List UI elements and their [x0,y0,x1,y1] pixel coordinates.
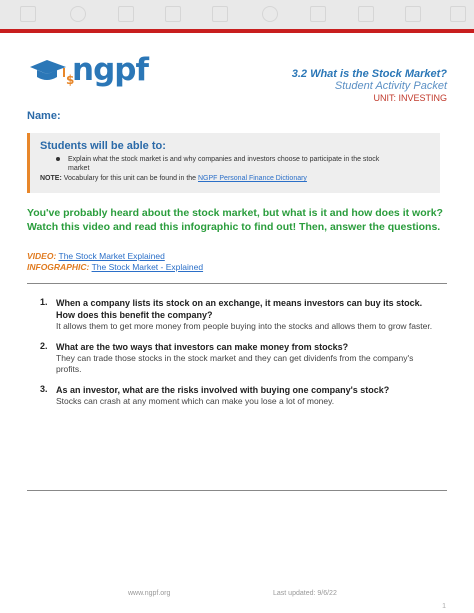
question-item [40,341,440,375]
footer-updated: Last updated: 9/6/22 [273,590,337,597]
answer-text[interactable]: Stocks can crash at any moment which can make you lose a lot of money. [56,396,335,406]
objective-text: Explain what the stock market is and why companies and investors choose to participate in the stock market [68,156,380,172]
calculator-icon [405,6,421,22]
decorative-banner [0,0,474,29]
section-divider-top [27,283,447,284]
page-number: 1 [442,603,446,610]
lesson-header [292,68,447,104]
header-divider [0,29,474,33]
logo-text: ngpf [72,52,148,88]
question-item [40,384,440,407]
video-link[interactable]: The Stock Market Explained [58,251,165,261]
note-label: NOTE: [40,175,62,182]
infographic-link[interactable]: The Stock Market - Explained [91,262,204,272]
card-icon [450,6,466,22]
vocabulary-note [40,174,440,183]
question-text: As an investor, what are the risks involved with buying one company's stock? [56,385,390,395]
answer-text[interactable]: They can trade those stocks in the stock market and they can get dividenfs from the company's profits. [56,353,414,374]
name-label: Name: [27,110,61,122]
graduation-cap-icon [28,58,75,87]
svg-text:$: $ [66,73,75,87]
money-icon [20,6,36,22]
folder-icon [358,6,374,22]
question-number: 1. [40,297,48,307]
document-icon [165,6,181,22]
wallet-icon [310,6,326,22]
unit-label: UNIT: INVESTING [373,93,447,103]
resources [27,251,203,273]
infographic-label: INFOGRAPHIC: [27,262,90,272]
piggy-bank-icon [262,6,278,22]
lesson-title: 3.2 What is the Stock Market? [291,68,447,80]
coin-icon [70,6,86,22]
objective-item [40,155,440,173]
dictionary-link[interactable]: NGPF Personal Finance Dictionary [198,175,307,182]
question-number: 2. [40,341,48,351]
section-divider-bottom [27,490,447,491]
bank-icon [212,6,228,22]
note-text: Vocabulary for this unit can be found in the [63,175,197,182]
packet-label: Student Activity Packet [334,80,447,92]
answer-text[interactable]: It allows them to get more money from people buying into the stocks and allows them to grow faster. [56,321,433,331]
question-item [40,297,440,332]
bullet-icon [56,157,60,161]
chart-icon [118,6,134,22]
objectives-heading: Students will be able to: [40,140,166,152]
questions-list [40,297,440,416]
objectives-box [27,133,440,193]
infographic-resource [27,262,203,273]
video-resource [27,251,203,262]
question-text: When a company lists its stock on an exchange, it means investors can buy its stock. How does this benefit the company? [56,298,423,320]
intro-text: You've probably heard about the stock market, but what is it and how does it work? Watch this video and read this infographic to find out! Then, answer the questions. [27,207,443,233]
question-number: 3. [40,384,48,394]
footer-website: www.ngpf.org [128,590,171,597]
question-text: What are the two ways that investors can make money from stocks? [56,342,349,352]
video-label: VIDEO: [27,251,57,261]
